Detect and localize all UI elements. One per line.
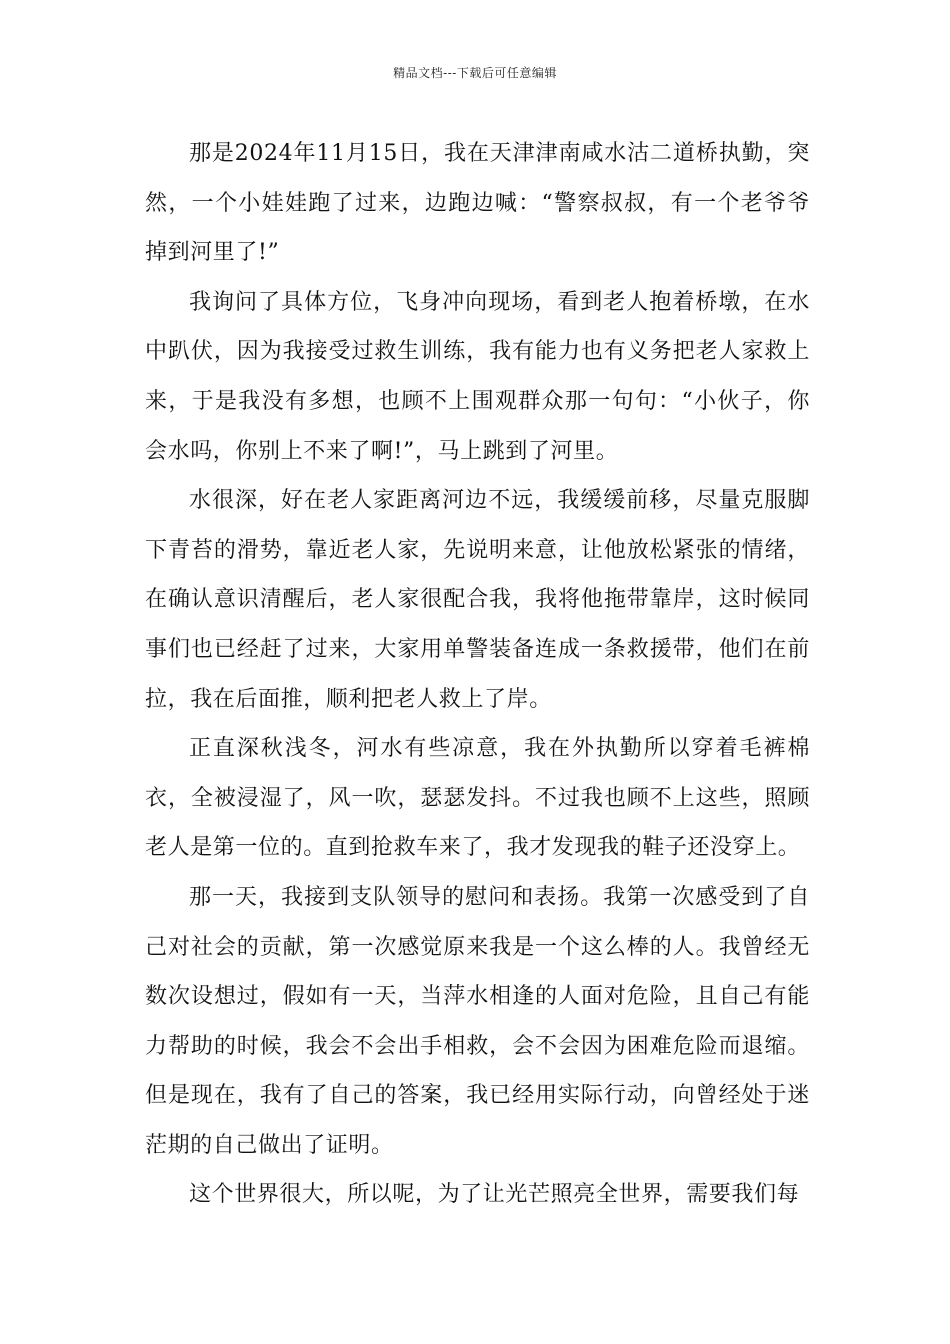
paragraph-1: 那是2024年11月15日，我在天津津南咸水沽二道桥执勤，突然，一个小娃娃跑了过来，边跑边喊：“警察叔叔，有一个老爷爷掉到河里了!” bbox=[145, 141, 810, 266]
paragraph-6: 这个世界很大，所以呢，为了让光芒照亮全世界，需要我们每 bbox=[189, 1182, 800, 1208]
paragraph-2: 我询问了具体方位，飞身冲向现场，看到老人抱着桥墩，在水中趴伏，因为我接受过救生训练，我有能力也有义务把老人家救上来，于是我没有多想，也顾不上围观群众那一句句：“小伙子，你会水吗，你别上不来了啊!”，马上跳到了河里。 bbox=[145, 289, 810, 464]
paragraph-3: 水很深，好在老人家距离河边不远，我缓缓前移，尽量克服脚下青苔的滑势，靠近老人家，先说明来意，让他放松紧张的情绪，在确认意识清醒后，老人家很配合我，我将他拖带靠岸，这时候同事们也已经赶了过来，大家用单警装备连成一条救援带，他们在前拉，我在后面推，顺利把老人救上了岸。 bbox=[145, 488, 810, 712]
paragraph-5: 那一天，我接到支队领导的慰问和表扬。我第一次感受到了自己对社会的贡献，第一次感觉原来我是一个这么棒的人。我曾经无数次设想过，假如有一天，当萍水相逢的人面对危险，且自己有能力帮助的时候，我会不会出手相救，会不会因为困难危险而退缩。但是现在，我有了自己的答案，我已经用实际行动，向曾经处于迷茫期的自己做出了证明。 bbox=[145, 884, 810, 1158]
document-body bbox=[145, 129, 810, 1220]
paragraph-4: 正直深秋浅冬，河水有些凉意，我在外执勤所以穿着毛裤棉衣，全被浸湿了，风一吹，瑟瑟发抖。不过我也顾不上这些，照顾老人是第一位的。直到抢救车来了，我才发现我的鞋子还没穿上。 bbox=[145, 736, 810, 861]
page-header: 精品文档---下载后可任意编辑 bbox=[393, 66, 557, 80]
